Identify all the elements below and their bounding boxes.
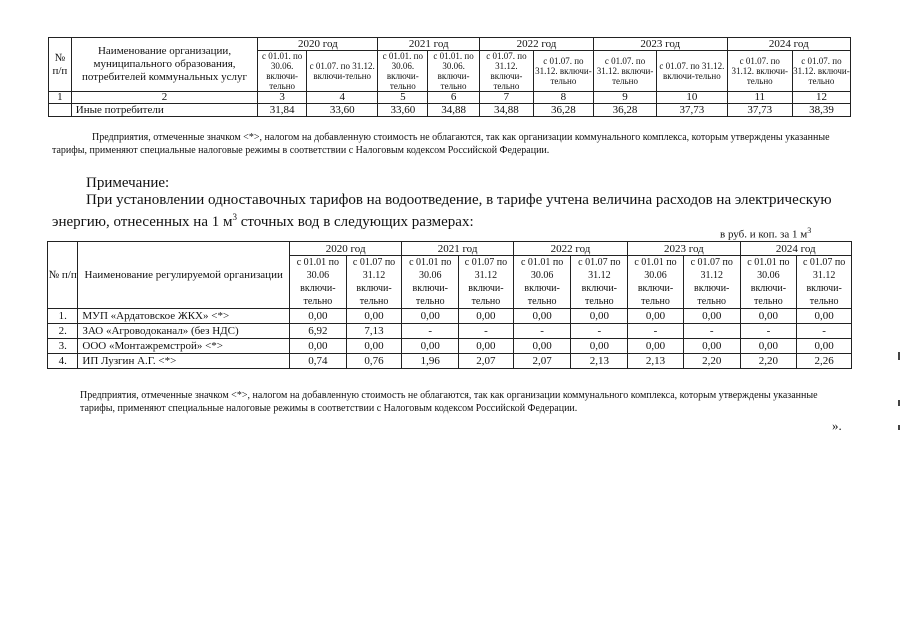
value-cell: 2,07 — [513, 354, 571, 369]
col-number: 9 — [593, 92, 656, 104]
period-header: с 01.07. по 31.12. включи-тельно — [306, 51, 377, 92]
value-cell: 0,00 — [459, 309, 514, 324]
value-cell: 0,00 — [797, 339, 852, 354]
tariff-table-top — [48, 37, 851, 117]
units-text: в руб. и коп. за 1 м — [720, 228, 808, 241]
value-cell: - — [459, 324, 514, 339]
col-number: 8 — [533, 92, 593, 104]
value-cell: 2,20 — [740, 354, 797, 369]
col-number: 1 — [49, 92, 72, 104]
row-num-cell: 1. — [48, 309, 78, 324]
table-row — [48, 339, 852, 354]
tariff-cell: 36,28 — [593, 104, 656, 117]
period-header: с 01.07. по 31.12. включи-тельно — [727, 51, 792, 92]
value-cell: 0,00 — [402, 339, 459, 354]
year-header: 2021 год — [378, 38, 480, 51]
col-header-num: № п/п — [49, 38, 72, 92]
value-cell: 1,96 — [402, 354, 459, 369]
period-header: с 01.01 по 30.06 включи-тельно — [740, 256, 797, 309]
value-cell: 6,92 — [290, 324, 347, 339]
period-header: с 01.07 по 31.12 включи-тельно — [797, 256, 852, 309]
note-heading: Примечание: — [86, 175, 170, 191]
value-cell: - — [513, 324, 571, 339]
row-name-cell: ИП Лузгин А.Г. <*> — [78, 354, 290, 369]
superscript: 3 — [232, 212, 237, 222]
tariff-cell: 31,84 — [258, 104, 307, 117]
value-cell: 0,00 — [740, 309, 797, 324]
table-body — [48, 309, 852, 369]
period-header: с 01.07 по 31.12 включи-тельно — [346, 256, 402, 309]
table-row — [48, 324, 852, 339]
value-cell: 0,00 — [571, 339, 628, 354]
table-row — [49, 104, 851, 117]
value-cell: 0,74 — [290, 354, 347, 369]
row-num-cell: 3. — [48, 339, 78, 354]
col-number: 5 — [378, 92, 428, 104]
period-header: с 01.01. по 30.06. включи-тельно — [378, 51, 428, 92]
table-row — [48, 309, 852, 324]
units-label — [720, 226, 811, 241]
col-header-org-name: Наименование организации, муниципального образования, потребителей коммунальных услуг — [71, 38, 258, 92]
tariff-cell: 37,73 — [727, 104, 792, 117]
tariff-cell: 37,73 — [657, 104, 727, 117]
value-cell: - — [402, 324, 459, 339]
value-cell: 0,00 — [628, 309, 684, 324]
year-header: 2021 год — [402, 242, 513, 256]
period-header: с 01.07. по 31.12. включи-тельно — [657, 51, 727, 92]
value-cell: 2,13 — [628, 354, 684, 369]
value-cell: 0,00 — [628, 339, 684, 354]
value-cell: 0,00 — [290, 339, 347, 354]
period-header: с 01.07 по 31.12 включи-тельно — [459, 256, 514, 309]
table-row — [48, 354, 852, 369]
tariff-cell: 33,60 — [378, 104, 428, 117]
scan-mark — [898, 352, 900, 360]
tariff-cell: 34,88 — [428, 104, 480, 117]
period-header: с 01.07. по 31.12. включи-тельно — [479, 51, 533, 92]
tariff-cell: 38,39 — [792, 104, 850, 117]
value-cell: 7,13 — [346, 324, 402, 339]
value-cell: - — [797, 324, 852, 339]
year-header: 2023 год — [628, 242, 740, 256]
col-number: 6 — [428, 92, 480, 104]
col-number: 4 — [306, 92, 377, 104]
year-header: 2023 год — [593, 38, 727, 51]
period-header: с 01.07. по 31.12. включи-тельно — [533, 51, 593, 92]
value-cell: 0,00 — [683, 309, 740, 324]
period-header: с 01.01. по 30.06. включи-тельно — [428, 51, 480, 92]
value-cell: - — [571, 324, 628, 339]
row-name-cell: Иные потребители — [71, 104, 258, 117]
period-header: с 01.01 по 30.06 включи-тельно — [290, 256, 347, 309]
tariff-cell: 36,28 — [533, 104, 593, 117]
value-cell: 2,13 — [571, 354, 628, 369]
col-number: 2 — [71, 92, 258, 104]
value-cell: 2,07 — [459, 354, 514, 369]
row-name-cell: МУП «Ардатовское ЖКХ» <*> — [78, 309, 290, 324]
value-cell: - — [628, 324, 684, 339]
period-header: с 01.07. по 31.12. включи-тельно — [593, 51, 656, 92]
period-header: с 01.01 по 30.06 включи-тельно — [628, 256, 684, 309]
value-cell: 2,20 — [683, 354, 740, 369]
year-header: 2022 год — [513, 242, 627, 256]
row-name-cell: ЗАО «Агроводоканал» (без НДС) — [78, 324, 290, 339]
col-number: 12 — [792, 92, 850, 104]
units-superscript: 3 — [807, 226, 812, 235]
closing-quote: ». — [832, 418, 842, 433]
value-cell: 0,00 — [402, 309, 459, 324]
value-cell: 0,00 — [571, 309, 628, 324]
col-number: 10 — [657, 92, 727, 104]
period-header: с 01.07 по 31.12 включи-тельно — [571, 256, 628, 309]
col-number: 11 — [727, 92, 792, 104]
scan-mark — [898, 400, 900, 406]
period-header: с 01.01 по 30.06 включи-тельно — [402, 256, 459, 309]
year-header: 2020 год — [290, 242, 402, 256]
col-header-org-name: Наименование регулируемой организации — [78, 242, 290, 309]
period-header: с 01.01 по 30.06 включи-тельно — [513, 256, 571, 309]
electricity-cost-table — [47, 241, 852, 369]
vat-footnote: Предприятия, отмеченные значком <*>, налогом на добавленную стоимость не облагаются, так как организации коммунального комплекса, которым утверждены указанные тарифы, применяют специальные налоговые режимы в соответствии с Налоговым кодексом Российской Федерации. — [52, 132, 830, 156]
value-cell: 0,00 — [459, 339, 514, 354]
value-cell: 0,00 — [740, 339, 797, 354]
period-header: с 01.07. по 31.12. включи-тельно — [792, 51, 850, 92]
tariff-cell: 34,88 — [479, 104, 533, 117]
col-number: 3 — [258, 92, 307, 104]
value-cell: 0,00 — [346, 339, 402, 354]
value-cell: - — [683, 324, 740, 339]
year-header: 2022 год — [479, 38, 593, 51]
value-cell: 0,00 — [513, 339, 571, 354]
row-num-cell: 2. — [48, 324, 78, 339]
value-cell: 2,26 — [797, 354, 852, 369]
col-header-num: № п/п — [48, 242, 78, 309]
value-cell: 0,00 — [797, 309, 852, 324]
period-header: с 01.07 по 31.12 включи-тельно — [683, 256, 740, 309]
row-num-cell: 4. — [48, 354, 78, 369]
note-paragraph-text-end: сточных вод в следующих размерах: — [236, 214, 474, 230]
row-name-cell: ООО «Монтажремстрой» <*> — [78, 339, 290, 354]
value-cell: 0,76 — [346, 354, 402, 369]
value-cell: 0,00 — [513, 309, 571, 324]
value-cell: 0,00 — [290, 309, 347, 324]
value-cell: 0,00 — [346, 309, 402, 324]
note-paragraph-text: При установлении одноставочных тарифов на водоотведение, в тарифе учтена величина расходов на электрическую энергию, отнесенных на 1 м — [52, 192, 832, 230]
row-num-cell — [49, 104, 72, 117]
period-header: с 01.01. по 30.06. включи-тельно — [258, 51, 307, 92]
year-header: 2020 год — [258, 38, 378, 51]
value-cell: 0,00 — [683, 339, 740, 354]
vat-footnote-bottom: Предприятия, отмеченные значком <*>, налогом на добавленную стоимость не облагаются, так как организации коммунального комплекса, которым утверждены указанные тарифы, применяют специальные налоговые режимы в соответствии с Налоговым кодексом Российской Федерации. — [80, 390, 818, 414]
col-number: 7 — [479, 92, 533, 104]
value-cell: - — [740, 324, 797, 339]
scan-mark — [898, 425, 900, 430]
year-header: 2024 год — [740, 242, 851, 256]
year-header: 2024 год — [727, 38, 850, 51]
tariff-cell: 33,60 — [306, 104, 377, 117]
